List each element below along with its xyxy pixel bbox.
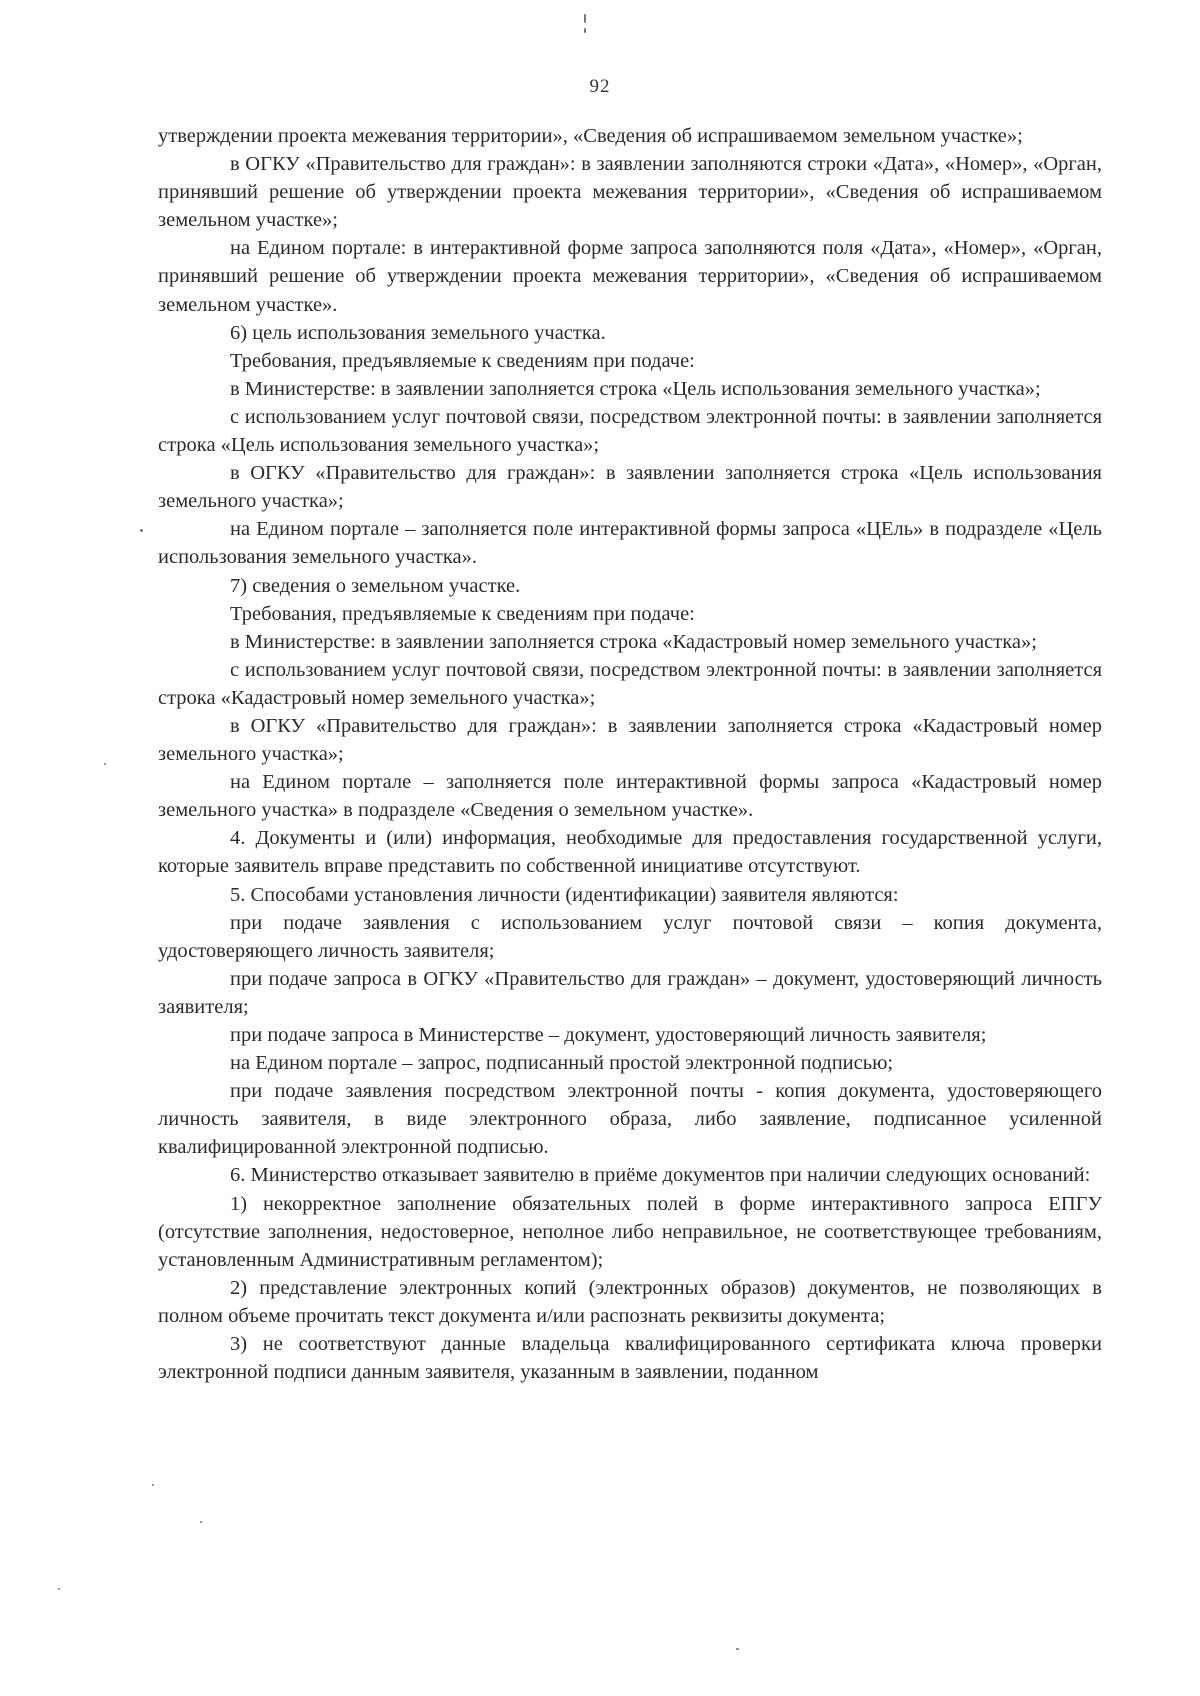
paragraph-9: на Едином портале – заполняется поле интерактивной формы запроса «ЦЕль» в подразделе «Цель использования земельного участка». [158, 518, 1102, 569]
scan-speck [152, 1484, 154, 1486]
page-number: 92 [589, 76, 611, 97]
scan-speck [200, 1521, 202, 1523]
paragraph-20: при подаче запроса в Министерстве – документ, удостоверяющий личность заявителя; [230, 1024, 987, 1046]
paragraph-26: 3) не соответствуют данные владельца квалифицированного сертификата ключа проверки электронной подписи данным заявителя, указанным в заявлении, поданном [158, 1333, 1102, 1384]
paragraph-6: в Министерстве: в заявлении заполняется строка «Цель использования земельного участка»; [230, 377, 1041, 400]
paragraph-15: на Едином портале – заполняется поле интерактивной формы запроса «Кадастровый номер земельного участка» в подразделе «Сведения о земельном участке». [158, 771, 1102, 822]
paragraph-19: при подаче запроса в ОГКУ «Правительство для граждан» – документ, удостоверяющий личность заявителя; [158, 967, 1102, 1018]
scan-speck [104, 763, 106, 765]
paragraph-18: при подаче заявления с использованием услуг почтовой связи – копия документа, удостоверяющего личность заявителя; [158, 911, 1102, 962]
paragraph-7: с использованием услуг почтовой связи, посредством электронной почты: в заявлении заполняется строка «Цель использования земельного участка»; [158, 405, 1102, 457]
paragraph-4: 6) цель использования земельного участка. [230, 321, 606, 344]
scan-speck [736, 1648, 739, 1650]
paragraph-12: в Министерстве: в заявлении заполняется строка «Кадастровый номер земельного участка»; [230, 630, 1037, 653]
paragraph-11: Требования, предъявляемые к сведениям при подаче: [230, 602, 695, 625]
paragraph-16: 4. Документы и (или) информация, необходимые для предоставления государственной услуги, которые заявитель вправе представить по собственной инициативе отсутствуют. [158, 827, 1102, 878]
paragraph-14: в ОГКУ «Правительство для граждан»: в заявлении заполняется строка «Кадастровый номер земельного участка»; [158, 714, 1102, 766]
paragraph-10: 7) сведения о земельном участке. [230, 574, 521, 597]
paragraph-22: при подаче заявления посредством электронной почты - копия документа, удостоверяющего личность заявителя, в виде электронного образа, либо заявление, подписанное усиленной квалифицированной электронной подписью. [158, 1080, 1102, 1159]
paragraph-17: 5. Способами установления личности (идентификации) заявителя являются: [230, 883, 899, 906]
scan-speck [584, 28, 586, 33]
paragraph-5: Требования, предъявляемые к сведениям при подаче: [230, 349, 695, 372]
paragraph-1: утверждении проекта межевания территории», «Сведения об испрашиваемом земельном участке»; [158, 125, 1023, 147]
paragraph-3: на Едином портале: в интерактивной форме запроса заполняются поля «Дата», «Номер», «Орган, принявший решение об утверждении проекта межевания территории», «Сведения об испрашиваемом земельном участке». [158, 237, 1102, 316]
scan-speck [140, 529, 143, 532]
paragraph-25: 2) представление электронных копий (электронных образов) документов, не позволяющих в полном объеме прочитать текст документа и/или распознать реквизиты документа; [158, 1276, 1102, 1327]
paragraph-13: с использованием услуг почтовой связи, посредством электронной почты: в заявлении заполняется строка «Кадастровый номер земельного участка»; [158, 658, 1102, 709]
paragraph-21: на Едином портале – запрос, подписанный простой электронной подписью; [230, 1052, 894, 1075]
scan-speck [58, 1588, 60, 1590]
document-body [158, 122, 1102, 1386]
paragraph-2: в ОГКУ «Правительство для граждан»: в заявлении заполняются строки «Дата», «Номер», «Орган, принявший решение об утверждении проекта межевания территории», «Сведения об испрашиваемом земельном участке»; [158, 153, 1102, 232]
paragraph-24: 1) некорректное заполнение обязательных полей в форме интерактивного запроса ЕПГУ (отсутствие заполнения, недостоверное, неполное либо неправильное, не соответствующее требованиям, установленным Административным регламентом); [158, 1192, 1102, 1271]
paragraph-8: в ОГКУ «Правительство для граждан»: в заявлении заполняется строка «Цель использования земельного участка»; [158, 462, 1102, 513]
paragraph-23: 6. Министерство отказывает заявителю в приёме документов при наличии следующих оснований: [230, 1164, 1091, 1187]
scan-speck [584, 14, 586, 23]
